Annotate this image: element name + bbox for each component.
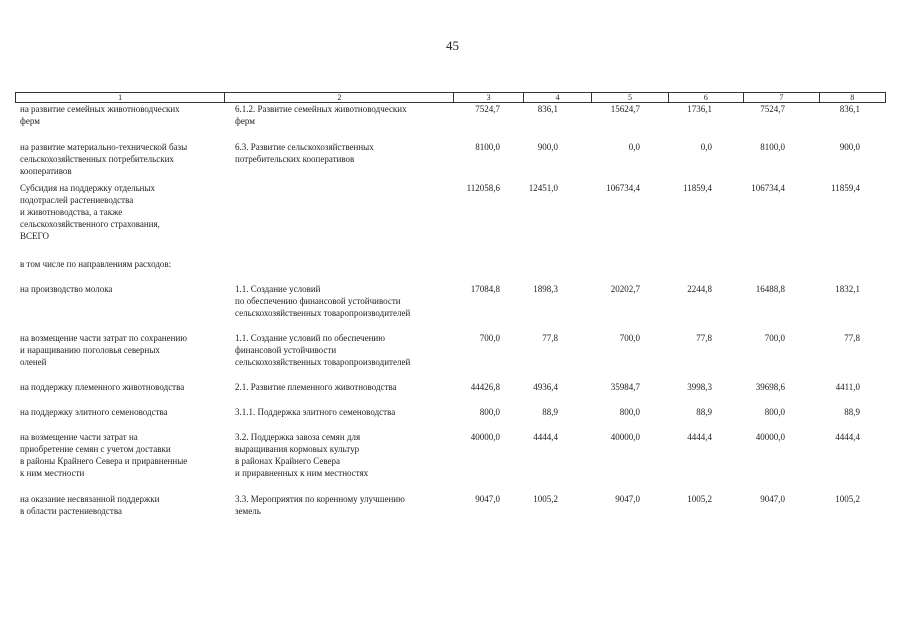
- value-cell: 800,0: [619, 407, 640, 417]
- value-cell: 800,0: [764, 407, 785, 417]
- value-cell: 77,8: [696, 333, 712, 343]
- value-cell: 8100,0: [760, 142, 785, 152]
- value-cell: 16488,8: [755, 284, 785, 294]
- section-subheading: в том числе по направлениям расходов:: [20, 259, 172, 269]
- value-cell: 77,8: [542, 333, 558, 343]
- value-cell: 1832,1: [835, 284, 860, 294]
- value-cell: 88,9: [844, 407, 860, 417]
- row-label: на развитие семейных животноводческих ферм: [20, 104, 180, 126]
- row-label: на производство молока: [20, 284, 113, 294]
- value-cell: 1736,1: [687, 104, 712, 114]
- value-cell: 1005,2: [835, 494, 860, 504]
- value-cell: 17084,8: [470, 284, 500, 294]
- row-label: на возмещение части затрат по сохранению и наращиванию поголовья северных оленей: [20, 333, 187, 367]
- row-measure: 3.1.1. Поддержка элитного семеноводства: [235, 407, 396, 417]
- value-cell: 77,8: [844, 333, 860, 343]
- value-cell: 800,0: [479, 407, 500, 417]
- row-label: на оказание несвязанной поддержки в области растениеводства: [20, 494, 160, 516]
- value-cell: 1005,2: [533, 494, 558, 504]
- value-cell: 9047,0: [615, 494, 640, 504]
- value-cell: 12451,0: [528, 183, 558, 193]
- column-header: 7: [744, 93, 819, 102]
- value-cell: 7524,7: [475, 104, 500, 114]
- row-measure: 1.1. Создание условий по обеспечению финансовой устойчивости сельскохозяйственных товаропроизводителей: [235, 284, 411, 318]
- value-cell: 1005,2: [687, 494, 712, 504]
- value-cell: 4444,4: [533, 432, 558, 442]
- column-header: 8: [850, 93, 855, 102]
- value-cell: 7524,7: [760, 104, 785, 114]
- value-cell: 112058,6: [466, 183, 500, 193]
- value-cell: 20202,7: [610, 284, 640, 294]
- column-header: 6: [669, 93, 744, 102]
- table-header: [15, 92, 886, 103]
- page-number: 45: [446, 38, 459, 53]
- row-measure: 3.3. Мероприятия по коренному улучшению земель: [235, 494, 405, 516]
- value-cell: 40000,0: [755, 432, 785, 442]
- row-measure: 2.1. Развитие племенного животноводства: [235, 382, 397, 392]
- value-cell: 40000,0: [610, 432, 640, 442]
- value-cell: 0,0: [628, 142, 640, 152]
- row-label: на развитие материально-технической базы сельскохозяйственных потребительских кооперативов: [20, 142, 188, 176]
- value-cell: 4444,4: [835, 432, 860, 442]
- row-label: на поддержку племенного животноводства: [20, 382, 185, 392]
- value-cell: 700,0: [764, 333, 785, 343]
- value-cell: 4936,4: [533, 382, 558, 392]
- row-measure: 6.3. Развитие сельскохозяйственных потребительских кооперативов: [235, 142, 374, 164]
- column-header: 5: [592, 93, 668, 102]
- row-measure: 1.1. Создание условий по обеспечению финансовой устойчивости сельскохозяйственных товаропроизводителей: [235, 333, 411, 367]
- value-cell: 11859,4: [831, 183, 860, 193]
- row-label: на возмещение части затрат на приобретение семян с учетом доставки в районы Крайнего Севера и приравненные к ним местности: [20, 432, 188, 478]
- value-cell: 39698,6: [755, 382, 785, 392]
- value-cell: 836,1: [839, 104, 860, 114]
- value-cell: 15624,7: [610, 104, 640, 114]
- row-label: на поддержку элитного семеноводства: [20, 407, 168, 417]
- value-cell: 900,0: [537, 142, 558, 152]
- row-measure: 3.2. Поддержка завоза семян для выращивания кормовых культур в районах Крайнего Севера и приравненных к ним местностях: [235, 432, 369, 478]
- value-cell: 700,0: [479, 333, 500, 343]
- column-header: 3: [454, 93, 523, 102]
- value-cell: 4411,0: [835, 382, 860, 392]
- value-cell: 1898,3: [533, 284, 558, 294]
- value-cell: 9047,0: [475, 494, 500, 504]
- column-header: 4: [524, 93, 592, 102]
- value-cell: 900,0: [839, 142, 860, 152]
- value-cell: 88,9: [696, 407, 712, 417]
- value-cell: 106734,4: [751, 183, 785, 193]
- value-cell: 106734,4: [606, 183, 640, 193]
- value-cell: 3998,3: [687, 382, 712, 392]
- value-cell: 836,1: [537, 104, 558, 114]
- value-cell: 11859,4: [683, 183, 712, 193]
- value-cell: 700,0: [619, 333, 640, 343]
- value-cell: 8100,0: [475, 142, 500, 152]
- value-cell: 40000,0: [470, 432, 500, 442]
- value-cell: 9047,0: [760, 494, 785, 504]
- value-cell: 4444,4: [687, 432, 712, 442]
- value-cell: 2244,8: [687, 284, 712, 294]
- value-cell: 44426,8: [470, 382, 500, 392]
- column-header: 2: [225, 93, 454, 102]
- value-cell: 0,0: [700, 142, 712, 152]
- value-cell: 88,9: [542, 407, 558, 417]
- value-cell: 35984,7: [610, 382, 640, 392]
- column-header: 1: [16, 93, 225, 102]
- row-label: Субсидия на поддержку отдельных подотраслей растениеводства и животноводства, а также сельскохозяйственного страхования, ВСЕГО: [20, 183, 160, 241]
- row-measure: 6.1.2. Развитие семейных животноводческих ферм: [235, 104, 407, 126]
